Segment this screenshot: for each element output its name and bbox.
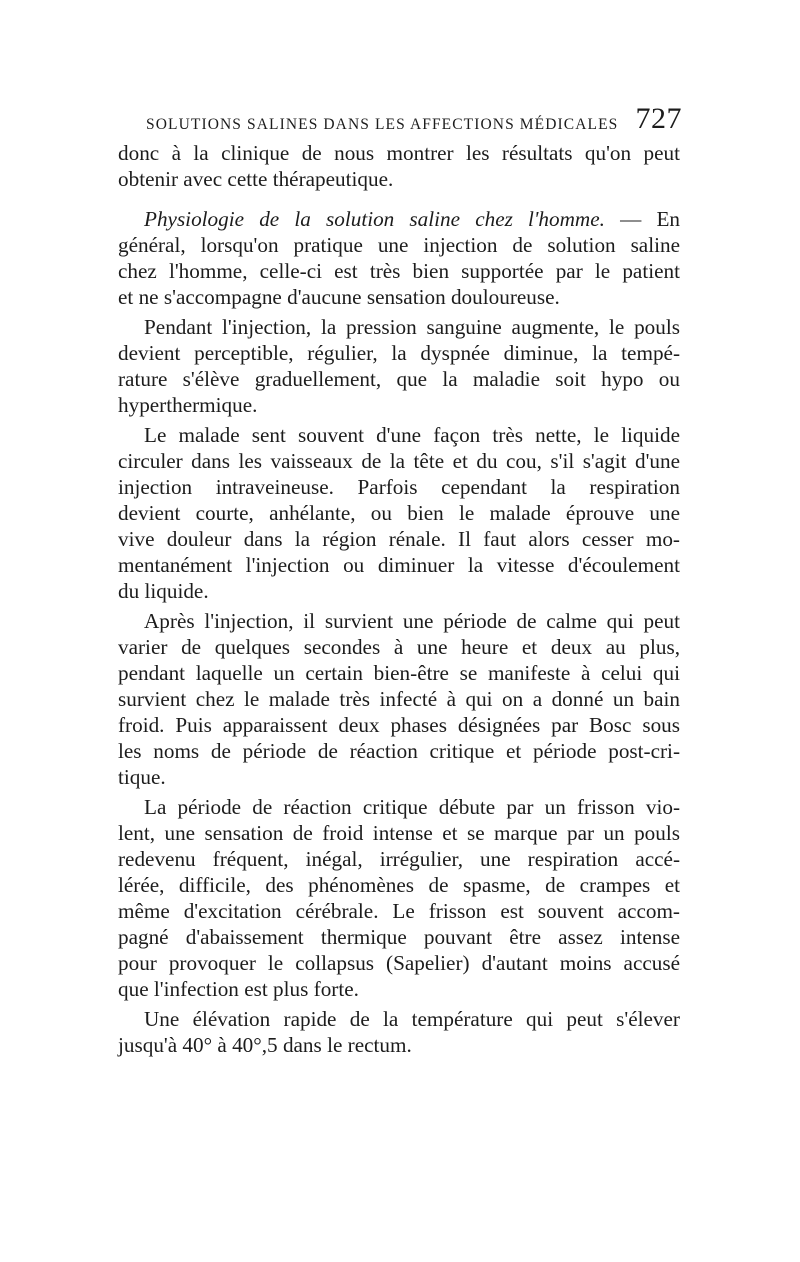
text-line: lérée, difficile, des phénomènes de spasme, de crampes et [118, 873, 680, 897]
section-heading: Physiologie de la solution saline chez l'homme. [144, 207, 605, 231]
text-line: survient chez le malade très infecté à qui on a donné un bain [118, 687, 680, 711]
paragraph [118, 422, 680, 604]
text-line: donc à la clinique de nous montrer les résultats qu'on peut [118, 141, 680, 165]
text-line: Pendant l'injection, la pression sanguine augmente, le pouls [144, 315, 680, 339]
section-paragraph [118, 206, 680, 310]
text-line: circuler dans les vaisseaux de la tête et du cou, s'il s'agit d'une [118, 449, 680, 473]
text-line: pendant laquelle un certain bien-être se manifeste à celui qui [118, 661, 680, 685]
text-line: Après l'injection, il survient une période de calme qui peut [144, 609, 680, 633]
paragraph [118, 1006, 680, 1058]
running-title: SOLUTIONS SALINES DANS LES AFFECTIONS MÉDICALES [146, 116, 619, 133]
text-line: varier de quelques secondes à une heure et deux au plus, [118, 635, 680, 659]
text-line: tique. [118, 765, 166, 789]
text-line: jusqu'à 40° à 40°,5 dans le rectum. [118, 1033, 412, 1057]
heading-dash: — En [604, 207, 680, 231]
body-text [118, 140, 680, 1058]
text-line: injection intraveineuse. Parfois cependant la respiration [118, 475, 680, 499]
paragraph [118, 794, 680, 1002]
paragraph [118, 314, 680, 418]
text-line: hyperthermique. [118, 393, 258, 417]
paragraph [118, 608, 680, 790]
text-line: mentanément l'injection ou diminuer la vitesse d'écoulement [118, 553, 680, 577]
text-line: vive douleur dans la région rénale. Il faut alors cesser mo- [118, 527, 680, 551]
text-line: les noms de période de réaction critique et période post-cri- [118, 739, 680, 763]
text-line: même d'excitation cérébrale. Le frisson est souvent accom- [118, 899, 680, 923]
text-line: que l'infection est plus forte. [118, 977, 359, 1001]
text-line: La période de réaction critique débute par un frisson vio- [144, 795, 680, 819]
running-header [146, 104, 682, 138]
text-line: rature s'élève graduellement, que la maladie soit hypo ou [118, 367, 680, 391]
text-line: pour provoquer le collapsus (Sapelier) d'autant moins accusé [118, 951, 680, 975]
text-line [118, 206, 680, 232]
text-line: pagné d'abaissement thermique pouvant être assez intense [118, 925, 680, 949]
text-line: froid. Puis apparaissent deux phases désignées par Bosc sous [118, 713, 680, 737]
text-line: redevenu fréquent, inégal, irrégulier, une respiration accé- [118, 847, 680, 871]
text-line: et ne s'accompagne d'aucune sensation douloureuse. [118, 285, 560, 309]
text-line: Le malade sent souvent d'une façon très nette, le liquide [144, 423, 680, 447]
text-line: général, lorsqu'on pratique une injection de solution saline [118, 233, 680, 257]
text-line: devient courte, anhélante, ou bien le malade éprouve une [118, 501, 680, 525]
text-line: du liquide. [118, 579, 209, 603]
text-line: obtenir avec cette thérapeutique. [118, 167, 394, 191]
text-line: devient perceptible, régulier, la dyspnée diminue, la tempé- [118, 341, 680, 365]
text-line: chez l'homme, celle-ci est très bien supportée par le patient [118, 259, 680, 283]
text-line: Une élévation rapide de la température qui peut s'élever [144, 1007, 680, 1031]
paragraph [118, 140, 680, 192]
page-number: 727 [635, 102, 682, 135]
text-line: lent, une sensation de froid intense et se marque par un pouls [118, 821, 680, 845]
